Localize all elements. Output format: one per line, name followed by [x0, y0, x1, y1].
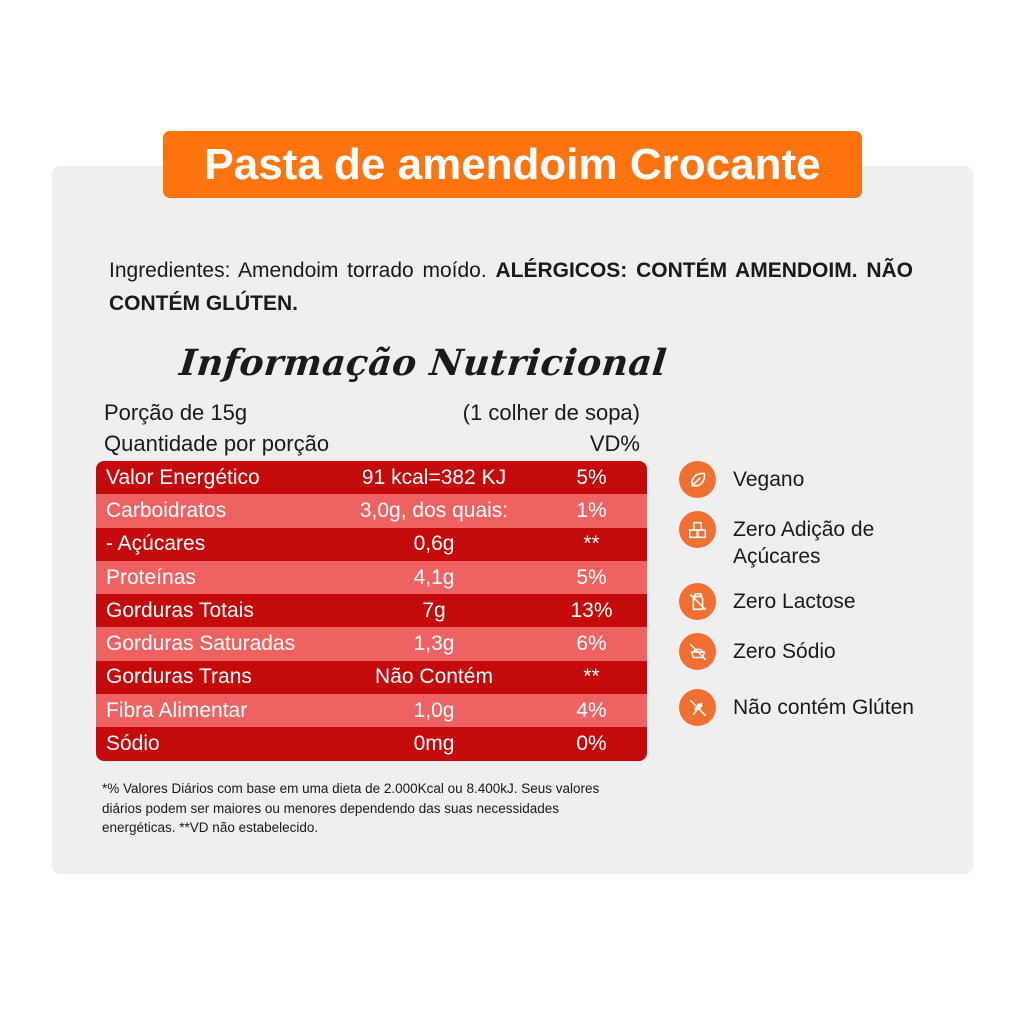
- quantity-label: Quantidade por porção: [104, 431, 330, 456]
- claim-label: Zero Sódio: [733, 640, 836, 663]
- salt-crossed-icon: [679, 633, 716, 670]
- nutrient-vd: 5%: [576, 465, 607, 489]
- quantity-header: [104, 431, 640, 457]
- claim-vegan: [679, 461, 953, 498]
- sugar-cubes-icon: [679, 511, 716, 548]
- nutrition-heading: Informação Nutricional: [177, 342, 669, 384]
- nutrient-name: Gorduras Totais: [106, 598, 254, 622]
- claim-label: Vegano: [733, 468, 805, 491]
- serving-size: [104, 400, 640, 426]
- table-row: [96, 694, 647, 727]
- nutrient-name: Proteínas: [106, 565, 196, 589]
- nutrient-name: Carboidratos: [106, 498, 227, 522]
- nutrient-name: - Açúcares: [106, 532, 206, 556]
- wheat-crossed-icon: [679, 689, 716, 726]
- table-row: [96, 627, 647, 660]
- ingredients-text: [109, 254, 913, 320]
- allergens-warning: ALÉRGICOS: CONTÉM AMENDOIM. NÃO CONTÉM GLÚTEN.: [109, 259, 913, 315]
- product-title: Pasta de amendoim Crocante: [163, 131, 862, 198]
- table-row: [96, 561, 647, 594]
- nutrient-amount: 0,6g: [413, 532, 455, 556]
- serving-measure: (1 colher de sopa): [462, 400, 640, 425]
- nutrient-vd: **: [583, 532, 600, 556]
- table-row: [96, 594, 647, 627]
- nutrient-vd: 6%: [576, 632, 607, 656]
- claim-zero-lactose: [679, 583, 953, 620]
- claim-zero-sodium: [679, 633, 953, 670]
- nutrient-name: Gorduras Saturadas: [106, 632, 296, 656]
- table-row: [96, 727, 647, 760]
- table-row: [96, 494, 647, 527]
- nutrient-vd: 1%: [576, 498, 607, 522]
- nutrient-amount: 3,0g, dos quais:: [359, 498, 509, 522]
- nutrient-vd: 5%: [576, 565, 607, 589]
- table-row: [96, 461, 647, 494]
- claim-zero-sugar: [679, 511, 953, 570]
- milk-carton-crossed-icon: [679, 583, 716, 620]
- nutrient-name: Valor Energético: [106, 465, 260, 489]
- nutrient-name: Fibra Alimentar: [106, 698, 248, 722]
- ingredients-list: Ingredientes: Amendoim torrado moído.: [109, 259, 487, 282]
- nutrient-vd: 13%: [570, 598, 613, 622]
- nutrient-amount: Não Contém: [375, 665, 493, 689]
- nutrient-amount: 0mg: [413, 732, 455, 756]
- daily-values-footnote: *% Valores Diários com base em uma dieta de 2.000Kcal ou 8.400kJ. Seus valores diários podem ser maiores ou menores dependendo das suas necessidades energéticas. **VD não estabelecido.: [102, 781, 600, 835]
- nutrient-vd: 0%: [576, 732, 607, 756]
- nutrient-amount: 7g: [422, 598, 446, 622]
- vd-label: VD%: [589, 431, 640, 456]
- nutrient-name: Gorduras Trans: [106, 665, 252, 689]
- nutrient-amount: 1,0g: [413, 698, 455, 722]
- claim-gluten-free: [679, 689, 953, 726]
- nutrient-amount: 91 kcal=382 KJ: [361, 465, 507, 489]
- table-row: [96, 661, 647, 694]
- nutrient-vd: **: [583, 665, 600, 689]
- claim-label: Zero Adição de Açúcares: [733, 518, 875, 568]
- nutrition-table: [96, 461, 647, 761]
- table-row: [96, 528, 647, 561]
- leaf-icon: [679, 461, 716, 498]
- claim-label: Não contém Glúten: [733, 696, 914, 719]
- nutrient-vd: 4%: [576, 698, 607, 722]
- nutrient-amount: 1,3g: [413, 632, 455, 656]
- nutrient-name: Sódio: [106, 732, 160, 756]
- claim-label: Zero Lactose: [733, 590, 856, 613]
- nutrient-amount: 4,1g: [413, 565, 455, 589]
- serving-label: Porção de 15g: [104, 400, 248, 425]
